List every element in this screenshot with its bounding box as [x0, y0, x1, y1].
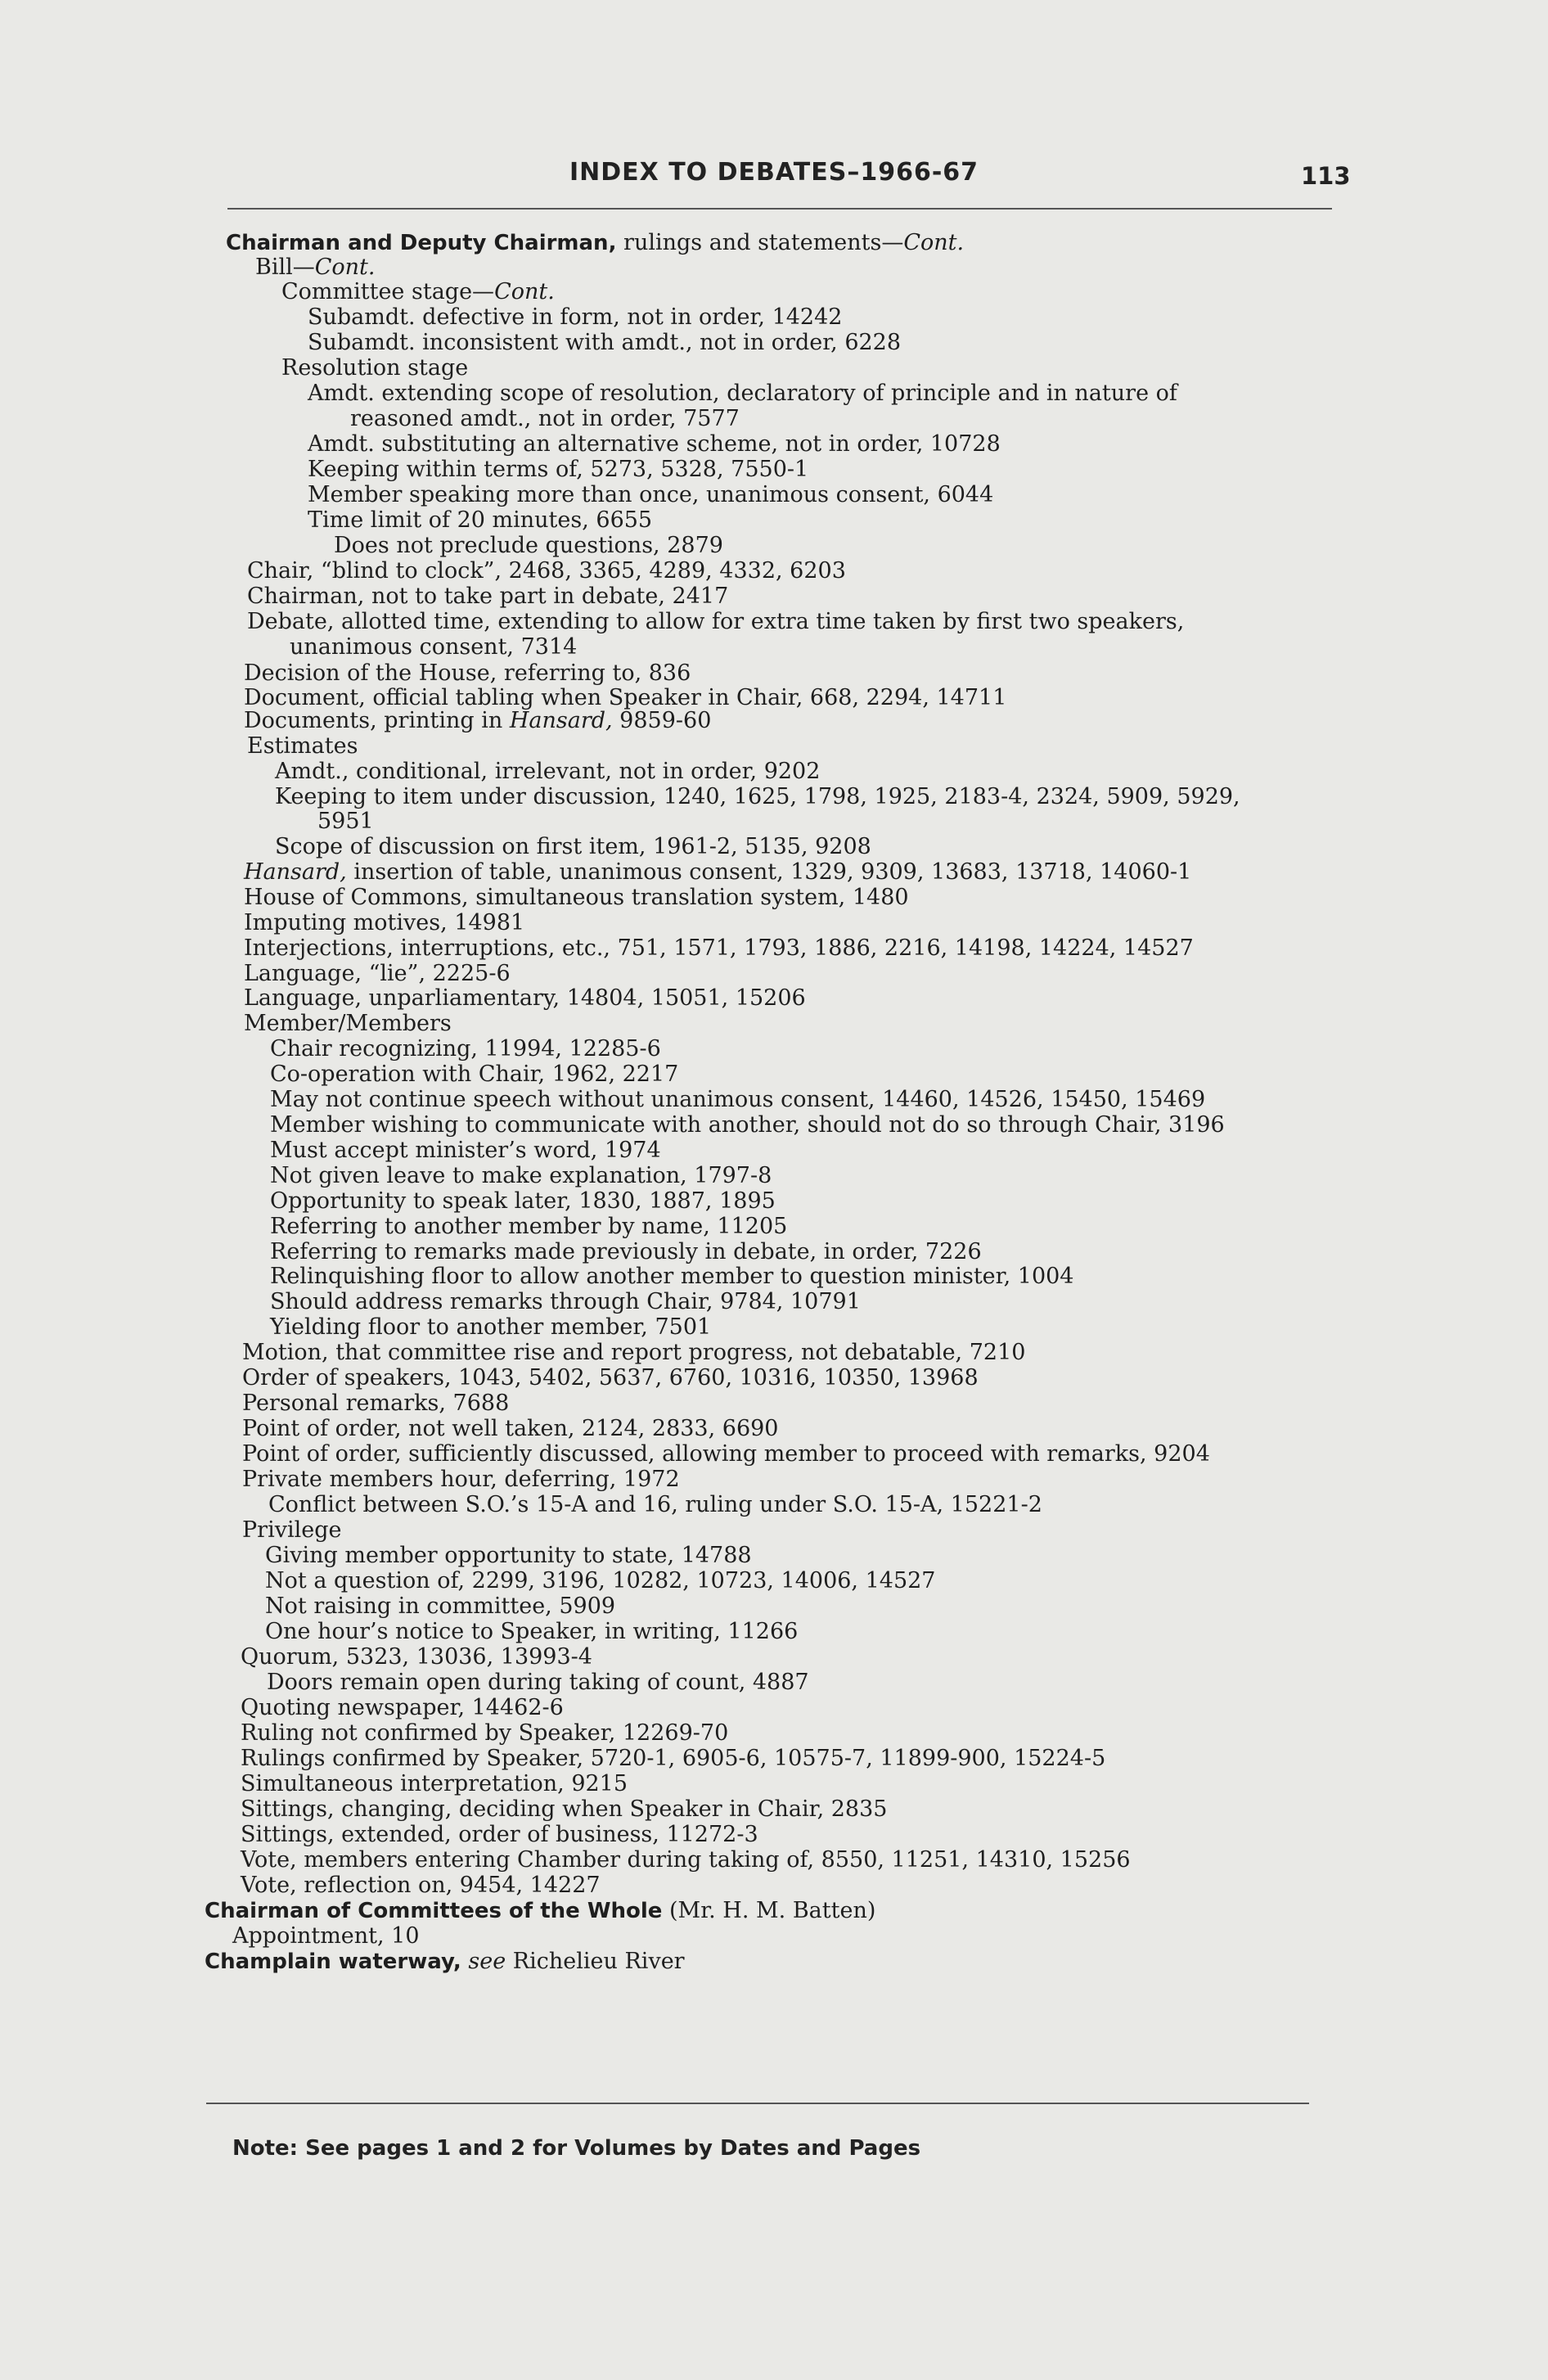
index-entry: [247, 734, 358, 759]
index-entry: [270, 1138, 661, 1163]
entry-text: Member speaking more than once, unanimous consent, 6044: [308, 482, 994, 507]
entry-heading: Champlain waterway,: [205, 1950, 461, 1974]
index-entry: [244, 661, 691, 686]
index-entry: [350, 407, 740, 431]
index-entry: [241, 1823, 758, 1847]
entry-text: Resolution stage: [281, 355, 469, 381]
entry-text: Debate, allotted time, extending to allow for extra time taken by first two speakers,: [247, 609, 1185, 634]
entry-text: Committee stage—: [281, 279, 495, 304]
entry-text: (Mr. H. M. Batten): [662, 1898, 876, 1923]
index-entry: [244, 962, 511, 986]
entry-text: Cont.: [314, 255, 376, 280]
entry-text: Amdt., conditional, irrelevant, not in order, 9202: [275, 759, 821, 784]
entry-text: Amdt. extending scope of resolution, declaratory of principle and in nature of: [308, 381, 1177, 406]
index-entry: [270, 1088, 1205, 1112]
entry-text: Keeping within terms of, 5273, 5328, 7550-1: [308, 457, 809, 482]
entry-text: Ruling not confirmed by Speaker, 12269-70: [241, 1720, 729, 1746]
entry-text: Richelieu River: [506, 1949, 685, 1974]
entry-text: Language, “lie”, 2225-6: [244, 961, 511, 986]
index-entry: [270, 1215, 787, 1239]
entry-text: Referring to another member by name, 11205: [270, 1214, 788, 1239]
entry-text: Motion, that committee rise and report progress, not debatable, 7210: [242, 1340, 1026, 1365]
index-entry: [270, 1164, 772, 1188]
entry-text: Interjections, interruptions, etc., 751, 1571, 1793, 1886, 2216, 14198, 14224, 14527: [244, 935, 1194, 961]
index-entry: [270, 1290, 861, 1314]
index-entry: [242, 1467, 680, 1492]
entry-text: Rulings confirmed by Speaker, 5720-1, 6905-6, 10575-7, 11899-900, 15224-5: [241, 1746, 1106, 1771]
entry-text: Member wishing to communicate with another, should not do so through Chair, 3196: [270, 1112, 1225, 1138]
entry-text: Language, unparliamentary, 14804, 15051, 15206: [244, 985, 806, 1011]
index-entry: [241, 1696, 564, 1720]
index-entry: [281, 356, 468, 381]
entry-text: Bill—: [255, 255, 315, 280]
index-entry: [270, 1264, 1073, 1289]
index-entry: [241, 1772, 628, 1796]
entry-text: Subamdt. defective in form, not in order, 14242: [308, 304, 843, 330]
index-entry: [270, 1315, 711, 1340]
entry-text: Member/Members: [244, 1011, 452, 1036]
entry-text: Order of speakers, 1043, 5402, 5637, 6760, 10316, 10350, 13968: [242, 1365, 979, 1391]
index-entry: [275, 785, 1240, 809]
index-entry: [244, 686, 1006, 710]
index-entry: [308, 432, 1001, 457]
index-entry: [281, 280, 555, 304]
index-entry: [244, 911, 524, 935]
index-entry: [244, 886, 909, 910]
index-entry: [241, 1848, 1131, 1873]
index-entry: [265, 1569, 935, 1593]
entry-text: Documents, printing in: [244, 708, 510, 733]
entry-text: 9859-60: [612, 708, 712, 733]
index-entry: [270, 1240, 982, 1264]
entry-text: One hour’s notice to Speaker, in writing, 11266: [265, 1619, 799, 1644]
entry-text: House of Commons, simultaneous translation system, 1480: [244, 885, 909, 910]
index-entry: [241, 1747, 1105, 1771]
entry-text: Opportunity to speak later, 1830, 1887, 1895: [270, 1188, 776, 1214]
entry-text: Yielding floor to another member, 7501: [270, 1314, 712, 1340]
entry-heading: Chairman and Deputy Chairman,: [226, 231, 617, 255]
index-entry: [270, 1113, 1225, 1138]
entry-text: Should address remarks through Chair, 9784, 10791: [270, 1289, 861, 1314]
entry-text: Hansard,: [509, 708, 613, 733]
index-entry: [244, 936, 1194, 961]
entry-text: Document, official tabling when Speaker in Chair, 668, 2294, 14711: [244, 685, 1007, 710]
entry-text: Sittings, changing, deciding when Speaker in Chair, 2835: [241, 1796, 888, 1822]
index-entry: [242, 1391, 509, 1416]
index-entry: [308, 458, 808, 482]
index-entry: [308, 331, 901, 355]
index-entry: [265, 1544, 752, 1568]
footnote: Note: See pages 1 and 2 for Volumes by Dates and Pages: [232, 2136, 921, 2161]
entry-heading: Chairman of Committees of the Whole: [205, 1899, 663, 1923]
index-entry: [205, 1950, 685, 1974]
entry-text: Chairman, not to take part in debate, 2417: [247, 584, 729, 609]
index-entry: [270, 1037, 661, 1062]
index-entry: [205, 1899, 875, 1923]
index-entry: [244, 709, 711, 733]
entry-text: Personal remarks, 7688: [242, 1391, 510, 1416]
entry-text: reasoned amdt., not in order, 7577: [350, 406, 740, 431]
entry-text: Private members hour, deferring, 1972: [242, 1467, 680, 1492]
entry-text: Sittings, extended, order of business, 11272-3: [241, 1822, 758, 1847]
entry-text: Not given leave to make explanation, 1797-8: [270, 1163, 772, 1188]
entry-text: Co-operation with Chair, 1962, 2217: [270, 1062, 679, 1087]
entry-text: Estimates: [247, 733, 358, 759]
entry-text: unanimous consent, 7314: [290, 634, 578, 660]
entry-text: Quorum, 5323, 13036, 13993-4: [241, 1644, 592, 1670]
index-entry: [244, 986, 806, 1011]
entry-text: Keeping to item under discussion, 1240, 1625, 1798, 1925, 2183-4, 2324, 5909, 5929,: [275, 784, 1240, 809]
entry-text: Quoting newspaper, 14462-6: [241, 1695, 564, 1720]
index-entry: [275, 835, 871, 859]
index-entry: [275, 760, 820, 784]
page-number: 113: [1301, 162, 1351, 190]
footer-rule: [206, 2103, 1309, 2104]
entry-text: Conflict between S.O.’s 15-A and 16, ruling under S.O. 15-A, 15221-2: [268, 1492, 1042, 1517]
entry-text: Hansard,: [244, 859, 347, 885]
index-entry: [270, 1189, 776, 1214]
running-header-title: INDEX TO DEBATES–1966-67: [569, 158, 979, 187]
index-entry: [242, 1366, 979, 1391]
entry-text: Not a question of, 2299, 3196, 10282, 10723, 14006, 14527: [265, 1568, 936, 1593]
entry-text: Scope of discussion on first item, 1961-2, 5135, 9208: [275, 834, 871, 859]
index-entry: [265, 1620, 798, 1644]
index-entry: [308, 508, 652, 533]
index-entry: [334, 534, 723, 558]
entry-text: Relinquishing floor to allow another member to question minister, 1004: [270, 1264, 1074, 1289]
index-entry: [244, 1012, 452, 1036]
entry-text: Does not preclude questions, 2879: [334, 533, 723, 558]
index-entry: [247, 610, 1184, 634]
index-entry: [242, 1518, 341, 1543]
index-entry: [232, 1924, 420, 1949]
entry-text: Cont.: [494, 279, 555, 304]
index-entry: [308, 483, 993, 507]
index-entry: [242, 1442, 1210, 1467]
index-entry: [241, 1797, 887, 1822]
index-entry: [268, 1493, 1042, 1517]
entry-text: May not continue speech without unanimous consent, 14460, 14526, 15450, 15469: [270, 1087, 1206, 1112]
entry-text: Simultaneous interpretation, 9215: [241, 1771, 628, 1796]
entry-text: Privilege: [242, 1517, 342, 1543]
entry-text: Must accept minister’s word, 1974: [270, 1138, 661, 1163]
entry-text: Chair, “blind to clock”, 2468, 3365, 4289, 4332, 6203: [247, 558, 846, 584]
index-entry: [247, 559, 846, 584]
index-entry: [270, 1062, 678, 1087]
entry-text: Chair recognizing, 11994, 12285-6: [270, 1036, 661, 1062]
index-entry: [267, 1670, 809, 1695]
index-entry: [244, 860, 1191, 885]
index-entry: [247, 584, 728, 609]
index-entry: [242, 1417, 778, 1441]
entry-text: Time limit of 20 minutes, 6655: [308, 507, 653, 533]
index-entry: [308, 305, 842, 330]
index-entry: [317, 809, 374, 834]
entry-text: see: [468, 1949, 506, 1974]
index-entry: [265, 1594, 615, 1619]
index-entry: [255, 255, 376, 280]
entry-text: Subamdt. inconsistent with amdt., not in order, 6228: [308, 330, 902, 355]
entry-text: Point of order, not well taken, 2124, 2833, 6690: [242, 1416, 779, 1441]
index-entry: [226, 231, 964, 255]
entry-text: Doors remain open during taking of count, 4887: [267, 1670, 809, 1695]
entry-text: Cont.: [903, 230, 965, 255]
entry-text: insertion of table, unanimous consent, 1329, 9309, 13683, 13718, 14060-1: [346, 859, 1192, 885]
index-entry: [242, 1341, 1025, 1365]
entry-text: Vote, members entering Chamber during taking of, 8550, 11251, 14310, 15256: [241, 1847, 1131, 1873]
entry-text: 5951: [317, 809, 374, 834]
index-entry: [241, 1873, 601, 1898]
entry-text: Point of order, sufficiently discussed, allowing member to proceed with remarks, 9204: [242, 1441, 1210, 1467]
index-entry: [241, 1645, 592, 1670]
entry-text: Decision of the House, referring to, 836: [244, 660, 691, 686]
index-entry: [241, 1721, 728, 1746]
index-entry: [308, 381, 1177, 406]
entry-text: rulings and statements—: [616, 230, 904, 255]
entry-text: Appointment, 10: [232, 1923, 420, 1949]
entry-text: Amdt. substituting an alternative scheme, not in order, 10728: [308, 431, 1001, 457]
index-entry: [290, 635, 577, 660]
entry-text: Referring to remarks made previously in debate, in order, 7226: [270, 1239, 982, 1264]
entry-text: Not raising in committee, 5909: [265, 1593, 616, 1619]
entry-text: Imputing motives, 14981: [244, 910, 525, 935]
entry-text: Giving member opportunity to state, 14788: [265, 1543, 752, 1568]
entry-text: Vote, reflection on, 9454, 14227: [241, 1873, 601, 1898]
